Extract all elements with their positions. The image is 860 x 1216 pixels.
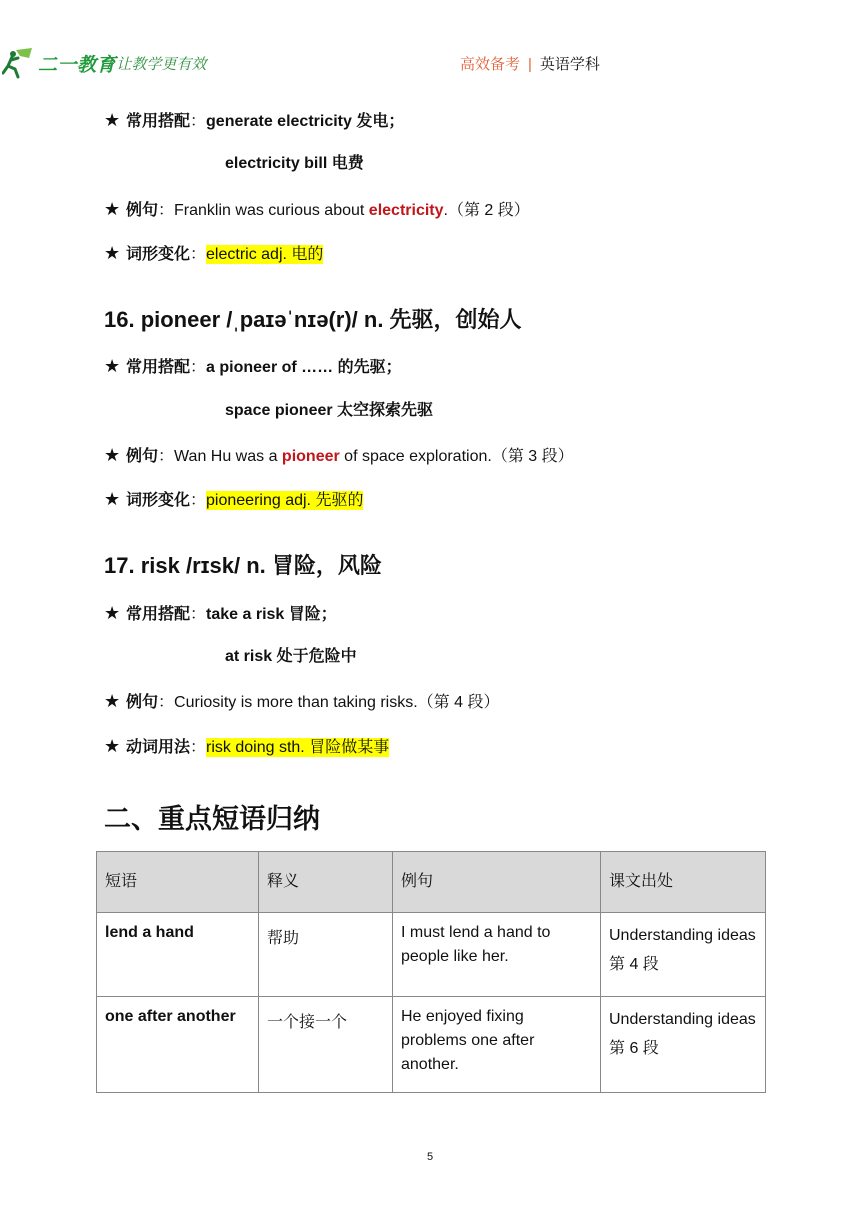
collocation-line-2 <box>225 153 364 175</box>
page-header <box>0 40 860 84</box>
example-cell: I must lend a hand to people like her. <box>393 913 601 997</box>
section-title: 二、重点短语归纳 <box>104 804 320 834</box>
star-icon: ★ <box>104 603 121 623</box>
example-text: of space exploration.（第 3 段） <box>339 448 574 465</box>
example-text: Curiosity is more than taking risks.（第 4 段） <box>174 694 500 711</box>
verb-usage-line <box>104 735 389 759</box>
table-header-cell: 例句 <box>393 852 601 913</box>
word-form-line <box>104 488 363 512</box>
collocation-line <box>104 355 402 379</box>
example-text: Wan Hu was a <box>174 448 282 465</box>
collocation-line <box>104 109 404 133</box>
example-label: 例句 <box>126 202 159 219</box>
header-left-text: 高效备考 <box>460 56 521 73</box>
phrase-cell: one after another <box>97 997 259 1093</box>
meaning-cell: 帮助 <box>259 913 393 997</box>
colon: ： <box>190 492 207 509</box>
star-icon: ★ <box>104 356 121 376</box>
collocation-text: generate electricity 发电； <box>206 113 405 130</box>
phrase-table <box>96 851 766 1093</box>
example-label: 例句 <box>126 694 159 711</box>
header-separator: | <box>528 56 532 73</box>
brand-name: 二一教育 <box>38 55 117 76</box>
meaning-cell: 一个接一个 <box>259 997 393 1093</box>
colon: ： <box>158 202 175 219</box>
star-icon: ★ <box>104 489 121 509</box>
word-form-line <box>104 242 323 266</box>
colon: ： <box>190 739 207 756</box>
table-row <box>97 997 766 1093</box>
colon: ： <box>190 113 207 130</box>
colon: ： <box>158 694 175 711</box>
runner-logo-icon <box>2 46 38 80</box>
colon: ： <box>190 606 207 623</box>
table-header-row <box>97 852 766 913</box>
collocation-text: electricity bill 电费 <box>225 155 364 172</box>
star-icon: ★ <box>104 199 121 219</box>
source-cell: Understanding ideas 第 4 段 <box>601 913 766 997</box>
word-form-label: 词形变化 <box>126 246 191 263</box>
example-text: .（第 2 段） <box>443 202 530 219</box>
colon: ： <box>158 448 175 465</box>
example-cell: He enjoyed fixing problems one after another. <box>393 997 601 1093</box>
phrase-cell: lend a hand <box>97 913 259 997</box>
table-header-cell: 短语 <box>97 852 259 913</box>
collocation-line <box>104 602 337 626</box>
source-cell: Understanding ideas 第 6 段 <box>601 997 766 1093</box>
collocation-text: a pioneer of …… 的先驱； <box>206 359 402 376</box>
table-row <box>97 913 766 997</box>
collocation-text: at risk 处于危险中 <box>225 648 357 665</box>
word-form-value: pioneering adj. 先驱的 <box>206 492 364 509</box>
word-title: 16. pioneer /ˌpaɪəˈnɪə(r)/ n. 先驱，创始人 <box>104 307 522 332</box>
example-label: 例句 <box>126 448 159 465</box>
verb-usage-value: risk doing sth. 冒险做某事 <box>206 739 390 756</box>
collocation-line-2 <box>225 400 433 422</box>
example-line <box>104 444 574 468</box>
collocation-text: space pioneer 太空探索先驱 <box>225 402 434 419</box>
example-keyword: electricity <box>368 202 444 219</box>
brand-slogan: / 让教学更有效 <box>108 56 207 73</box>
collocation-text: take a risk 冒险； <box>206 606 337 623</box>
example-line <box>104 198 530 222</box>
table-header-cell: 课文出处 <box>601 852 766 913</box>
word-form-value: electric adj. 电的 <box>206 246 324 263</box>
star-icon: ★ <box>104 736 121 756</box>
example-keyword: pioneer <box>281 448 340 465</box>
star-icon: ★ <box>104 110 121 130</box>
header-subject-text: 英语学科 <box>539 56 600 73</box>
table-header-cell: 释义 <box>259 852 393 913</box>
star-icon: ★ <box>104 445 121 465</box>
header-subject <box>460 53 600 74</box>
example-line <box>104 690 499 714</box>
word-form-label: 词形变化 <box>126 492 191 509</box>
colon: ： <box>190 246 207 263</box>
collocation-label: 常用搭配 <box>126 359 191 376</box>
star-icon: ★ <box>104 243 121 263</box>
word-title: 17. risk /rɪsk/ n. 冒险，风险 <box>104 553 382 578</box>
collocation-label: 常用搭配 <box>126 113 191 130</box>
collocation-line-2 <box>225 646 357 668</box>
example-text: Franklin was curious about <box>174 202 369 219</box>
verb-usage-label: 动词用法 <box>126 739 191 756</box>
star-icon: ★ <box>104 691 121 711</box>
colon: ： <box>190 359 207 376</box>
collocation-label: 常用搭配 <box>126 606 191 623</box>
page-number: 5 <box>426 1151 434 1163</box>
